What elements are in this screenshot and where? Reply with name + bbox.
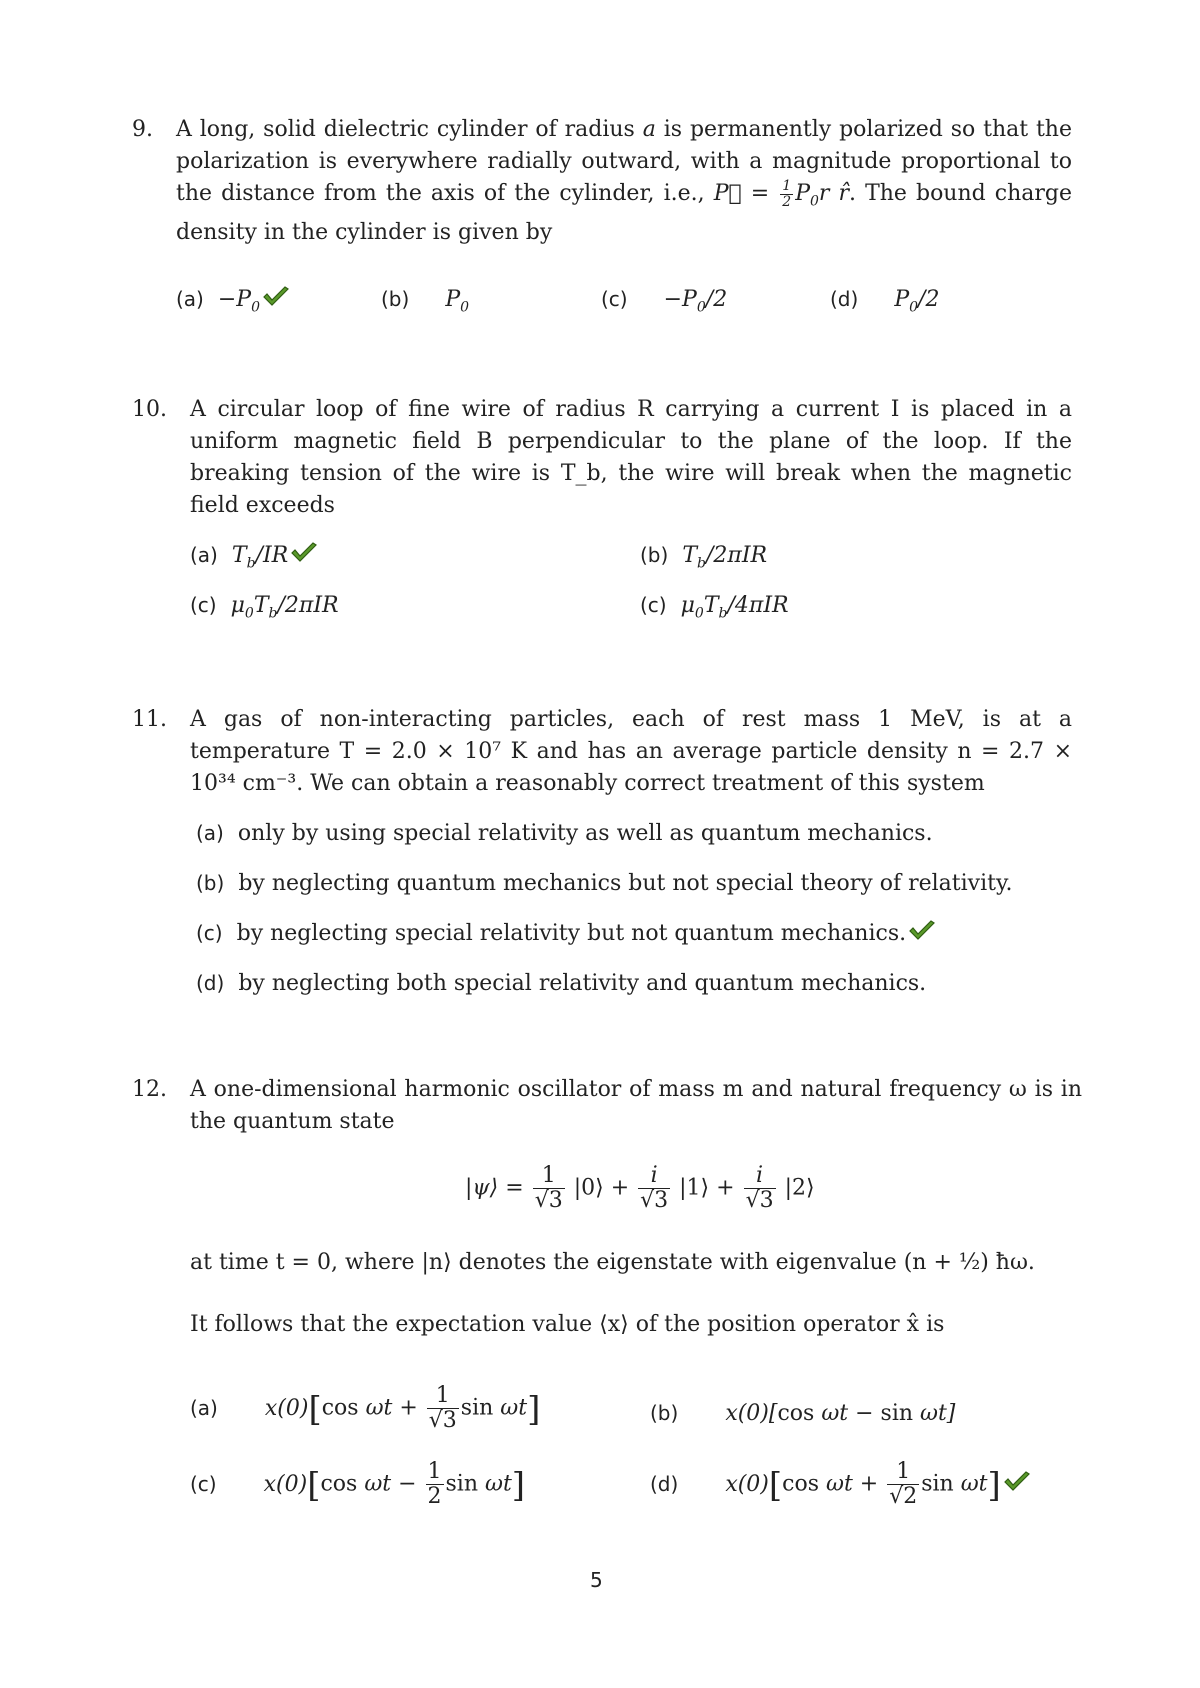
q10-option-d[interactable]: (c) $\mu_0T_b/4\pi IR$ [640,593,789,622]
question-number: 10. [132,397,167,422]
q10-option-a[interactable]: (a) $T_b/IR$ [190,540,318,578]
q11-option-c[interactable]: (c) by neglecting special relativity but not quantum mechanics. [196,918,936,949]
question-text: A long, solid dielectric cylinder of radius a is permanently polarized so that the polarization is everywhere radially outward, with a magnitude proportional to the distance from the axis of the cylinder, i.e., P⃗ = $\frac{1}{2}$ $P_0r$ r̂. The bound charge density in the cylinder is given by [176,117,1073,246]
q12-option-a[interactable]: (a) x(0)[cos ωt + $\frac{1}{√3}$ sin ωt] [190,1383,541,1434]
q9-option-a[interactable]: $(a) -P_0$ [176,284,290,322]
q9-option-c[interactable]: $(c) -P_0/2$ [601,287,728,316]
q9-option-d[interactable]: (d) $P_0/2$ [830,287,940,316]
q10-option-c[interactable]: (c) $\mu_0T_b/2\pi IR$ [190,593,339,622]
q12-text-2: at time t = 0, where |n⟩ denotes the eigenstate with eigenvalue (n + ½) ħω. [190,1250,1035,1275]
q10-option-b[interactable]: (b) $T_b/2\pi IR$ [640,543,768,572]
checkmark-icon [1003,1471,1031,1493]
q11-option-a[interactable]: (a) only by using special relativity as well as quantum mechanics. [196,821,933,846]
polarization-formula: P⃗ = $\frac{1}{2}$ $P_0r$ r̂ [713,177,850,210]
checkmark-icon [262,286,290,308]
checkmark-icon [290,542,318,564]
question-12 [132,1074,1082,1138]
checkmark-icon [908,920,936,942]
q12-option-c[interactable]: (c) x(0)[cos ωt − $\frac{1}{2}$ sin ωt] [190,1459,526,1510]
question-number: 11. [132,707,167,732]
question-number: 9. [132,117,153,142]
q11-option-d[interactable]: (d) by neglecting both special relativity and quantum mechanics. [196,971,927,996]
question-text: A one-dimensional harmonic oscillator of mass m and natural frequency ω is in the quantum state [190,1077,1082,1134]
q12-option-b[interactable]: (b) x(0)[cos ωt − sin ωt] [650,1401,956,1426]
question-9 [132,114,1072,249]
page-number: 5 [590,1568,603,1592]
q11-option-b[interactable]: (b) by neglecting quantum mechanics but not special theory of relativity. [196,871,1013,896]
q12-text-3: It follows that the expectation value ⟨x⟩ of the position operator x̂ is [190,1312,945,1337]
question-10 [132,394,1072,522]
question-text: A circular loop of fine wire of radius R carrying a current I is placed in a uniform magnetic field B perpendicular to the plane of the loop. If the breaking tension of the wire is T_b, the wire will break when the magnetic field exceeds [190,397,1072,518]
q12-state-equation: |ψ⟩ = $\frac{1}{√3}$ |0⟩ + $\frac{i}{√3}$ |1⟩ + $\frac{i}{√3}$ |2⟩ [465,1163,815,1214]
q9-option-b[interactable]: (b) $P_0$ [381,287,470,316]
q12-option-d[interactable]: (d) x(0)[cos ωt + $\frac{1}{√2}$ sin ωt] [650,1460,1031,1509]
question-number: 12. [132,1077,167,1102]
question-text: A gas of non-interacting particles, each of rest mass 1 MeV, is at a temperature T = 2.0 × 10⁷ K and has an average particle density n = 2.7 × 10³⁴ cm⁻³. We can obtain a reasonably correct treatment of this system [190,707,1072,796]
question-11 [132,704,1072,800]
